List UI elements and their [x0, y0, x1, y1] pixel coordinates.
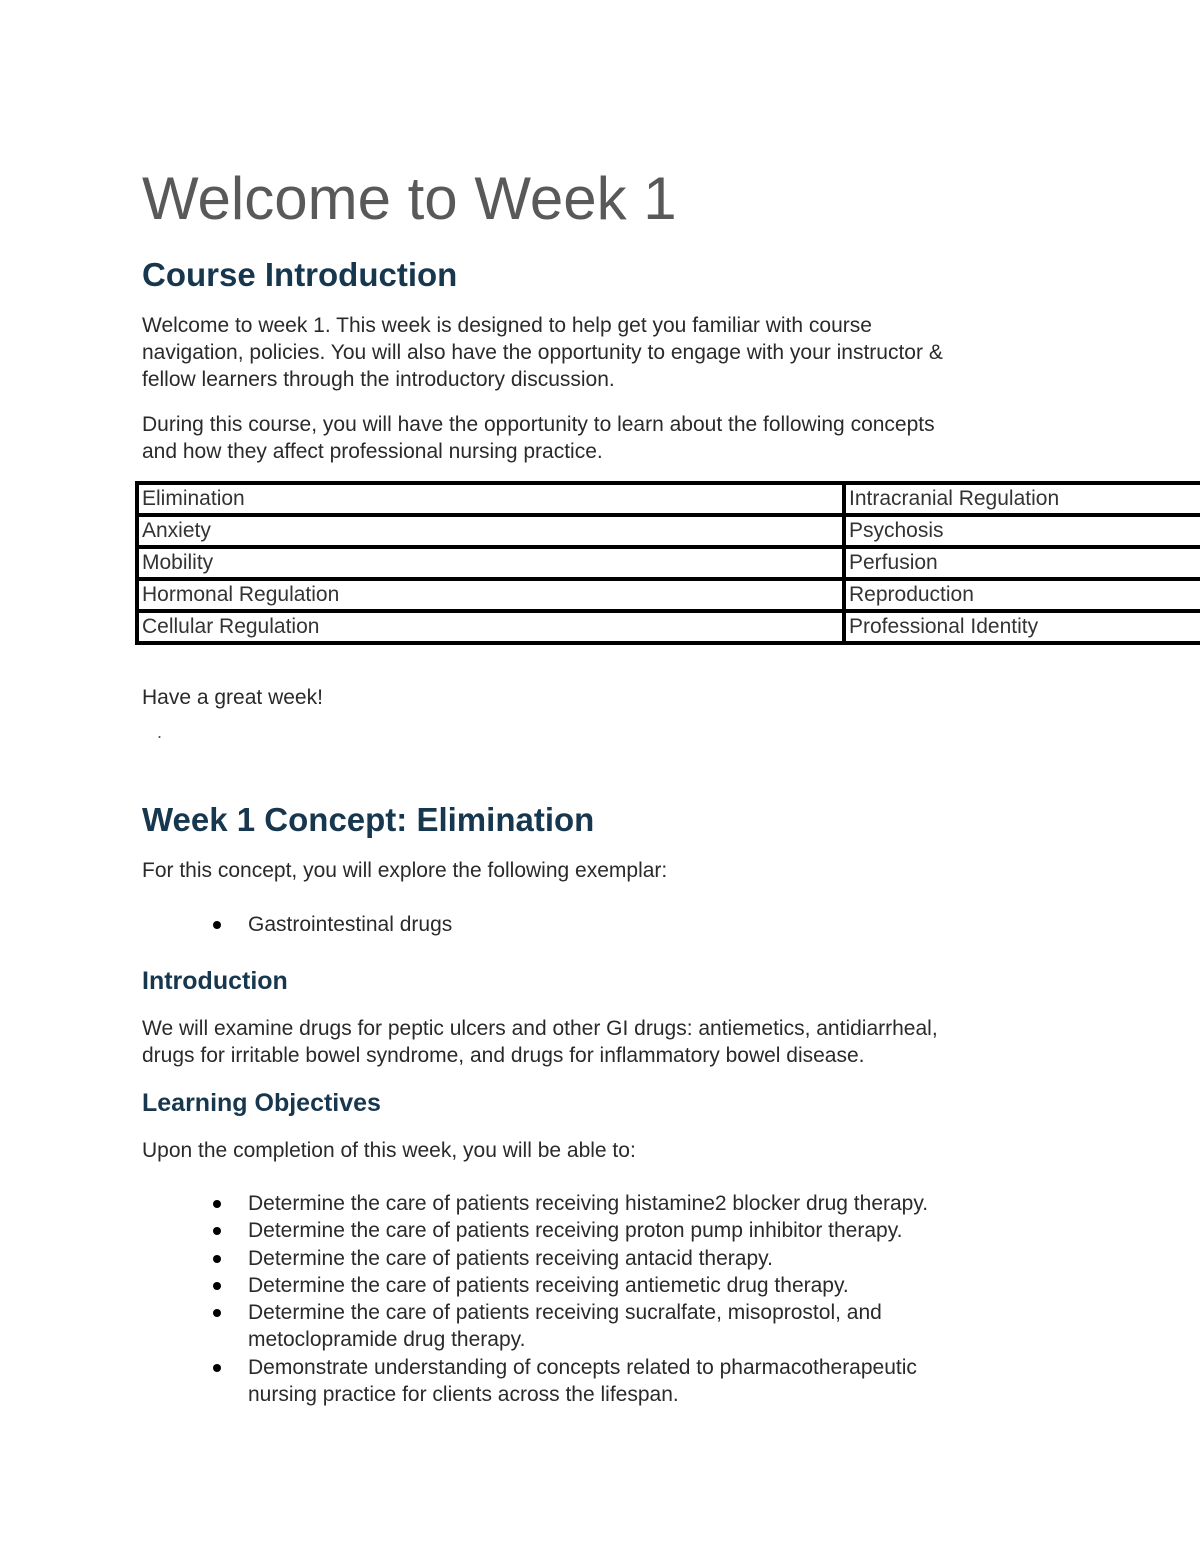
week-concept-heading: Week 1 Concept: Elimination — [142, 801, 595, 838]
table-cell: Professional Identity — [844, 611, 1200, 643]
table-row — [137, 547, 1200, 579]
table-row — [137, 483, 1200, 515]
list-item-text: metoclopramide drug therapy. — [248, 1328, 526, 1352]
list-item-text: Demonstrate understanding of concepts related to pharmacotherapeutic — [248, 1355, 917, 1379]
bullet-icon — [213, 1309, 221, 1317]
course-intro-paragraph-1 — [142, 312, 943, 393]
table-cell: Perfusion — [844, 547, 1200, 579]
text-line: and how they affect professional nursing practice. — [142, 440, 603, 463]
text-line: drugs for irritable bowel syndrome, and drugs for inflammatory bowel disease. — [142, 1044, 865, 1067]
exemplar-list — [248, 911, 452, 938]
bullet-icon — [213, 1227, 221, 1235]
list-item — [248, 1354, 928, 1409]
list-item-text: nursing practice for clients across the lifespan. — [248, 1383, 679, 1407]
bullet-icon — [213, 1364, 221, 1372]
list-item-text: Determine the care of patients receiving histamine2 blocker drug therapy. — [248, 1192, 929, 1215]
list-item — [248, 1299, 928, 1354]
table-cell: Anxiety — [137, 515, 844, 547]
bullet-icon — [213, 1200, 221, 1208]
table-cell: Intracranial Regulation — [844, 483, 1200, 515]
list-item — [248, 1245, 928, 1272]
list-item-text: Gastrointestinal drugs — [248, 913, 453, 936]
learning-objectives-intro: Upon the completion of this week, you will be able to: — [142, 1139, 636, 1162]
table-cell: Elimination — [137, 483, 844, 515]
list-item — [248, 911, 452, 938]
text-line: We will examine drugs for peptic ulcers and other GI drugs: antiemetics, antidiarrheal, — [142, 1017, 938, 1040]
text-line: Welcome to week 1. This week is designed to help get you familiar with course — [142, 314, 872, 337]
stray-dot: . — [157, 722, 163, 742]
list-item-text: Determine the care of patients receiving proton pump inhibitor therapy. — [248, 1219, 903, 1243]
bullet-icon — [213, 1255, 221, 1263]
course-intro-paragraph-2 — [142, 411, 935, 465]
list-item — [248, 1217, 928, 1244]
list-item-text: Determine the care of patients receiving antiemetic drug therapy. — [248, 1273, 849, 1297]
table-row — [137, 515, 1200, 547]
concepts-table — [135, 481, 1200, 645]
learning-objectives-heading: Learning Objectives — [142, 1089, 381, 1117]
table-cell: Hormonal Regulation — [137, 579, 844, 611]
text-line: navigation, policies. You will also have the opportunity to engage with your instructor & — [142, 341, 943, 364]
introduction-paragraph — [142, 1015, 938, 1069]
week-concept-intro: For this concept, you will explore the following exemplar: — [142, 859, 668, 882]
table-row — [137, 611, 1200, 643]
list-item-text: Determine the care of patients receiving sucralfate, misoprostol, and — [248, 1301, 882, 1325]
table-cell: Psychosis — [844, 515, 1200, 547]
bullet-icon — [213, 921, 221, 929]
list-item — [248, 1190, 928, 1217]
bullet-icon — [213, 1282, 221, 1290]
text-line: fellow learners through the introductory discussion. — [142, 368, 615, 391]
page-title: Welcome to Week 1 — [142, 165, 677, 232]
table-cell: Cellular Regulation — [137, 611, 844, 643]
learning-objectives-list — [248, 1190, 928, 1408]
closing-text: Have a great week! — [142, 686, 323, 709]
table-cell: Mobility — [137, 547, 844, 579]
table-cell: Reproduction — [844, 579, 1200, 611]
text-line: During this course, you will have the opportunity to learn about the following concepts — [142, 413, 935, 436]
list-item — [248, 1272, 928, 1299]
table-row — [137, 579, 1200, 611]
introduction-heading: Introduction — [142, 967, 288, 995]
list-item-text: Determine the care of patients receiving antacid therapy. — [248, 1246, 773, 1270]
course-introduction-heading: Course Introduction — [142, 256, 458, 293]
